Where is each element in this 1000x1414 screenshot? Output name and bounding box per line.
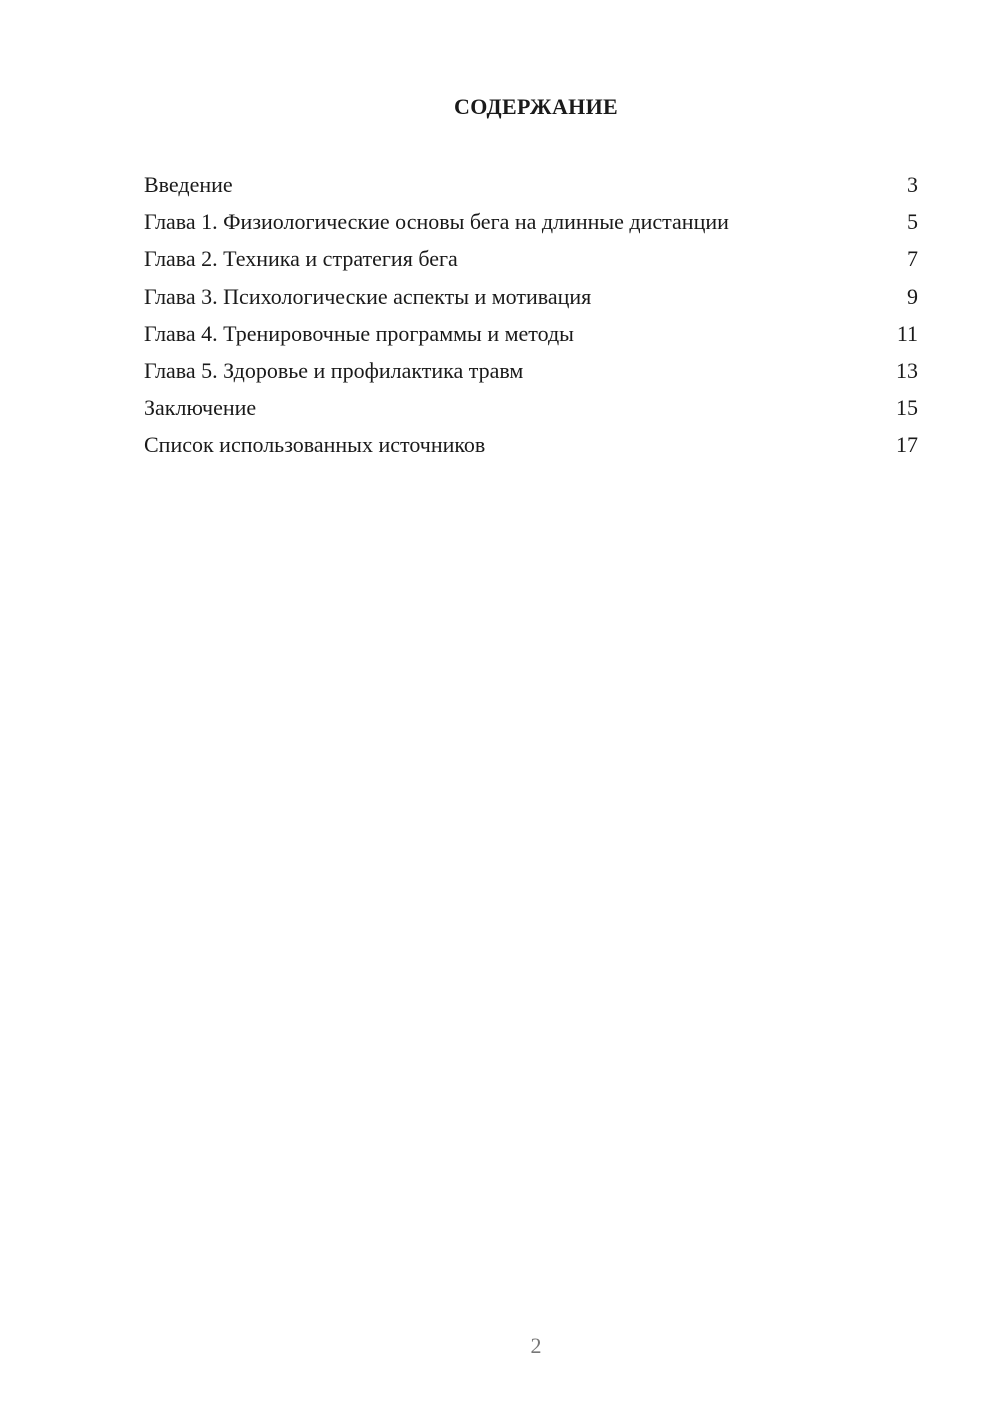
toc-entry-page: 9 xyxy=(907,283,918,309)
toc-entry-title: Глава 3. Психологические аспекты и мотивация xyxy=(144,283,592,309)
toc-entry-introduction xyxy=(144,170,918,207)
page-number: 2 xyxy=(530,1333,542,1358)
toc-entry-page: 17 xyxy=(896,432,918,458)
toc-entry-title: Введение xyxy=(144,172,233,197)
toc-entry-title: Глава 1. Физиологические основы бега на длинные дистанции xyxy=(144,209,729,235)
toc-entry-page: 7 xyxy=(907,246,918,272)
toc-entry-chapter-5 xyxy=(144,356,918,393)
toc-entry-title: Глава 2. Техника и стратегия бега xyxy=(144,246,458,272)
toc-entry-page: 5 xyxy=(907,209,918,235)
toc-entry-page: 13 xyxy=(896,357,918,383)
table-of-contents xyxy=(144,170,918,468)
toc-entry-title: Список использованных источников xyxy=(144,432,486,458)
toc-entry-title: Заключение xyxy=(144,395,257,421)
toc-entry-references xyxy=(144,430,918,467)
toc-entry-page: 11 xyxy=(896,320,918,346)
toc-entry-page: 3 xyxy=(907,172,918,197)
toc-entry-title: Глава 4. Тренировочные программы и методы xyxy=(144,320,574,346)
toc-entry-chapter-4 xyxy=(144,319,918,356)
toc-entry-chapter-3 xyxy=(144,282,918,319)
page-title: СОДЕРЖАНИЕ xyxy=(454,94,618,119)
toc-entry-chapter-2 xyxy=(144,244,918,281)
toc-entry-page: 15 xyxy=(896,395,918,421)
toc-entry-conclusion xyxy=(144,393,918,430)
toc-entry-title: Глава 5. Здоровье и профилактика травм xyxy=(144,357,524,383)
toc-entry-chapter-1 xyxy=(144,207,918,244)
